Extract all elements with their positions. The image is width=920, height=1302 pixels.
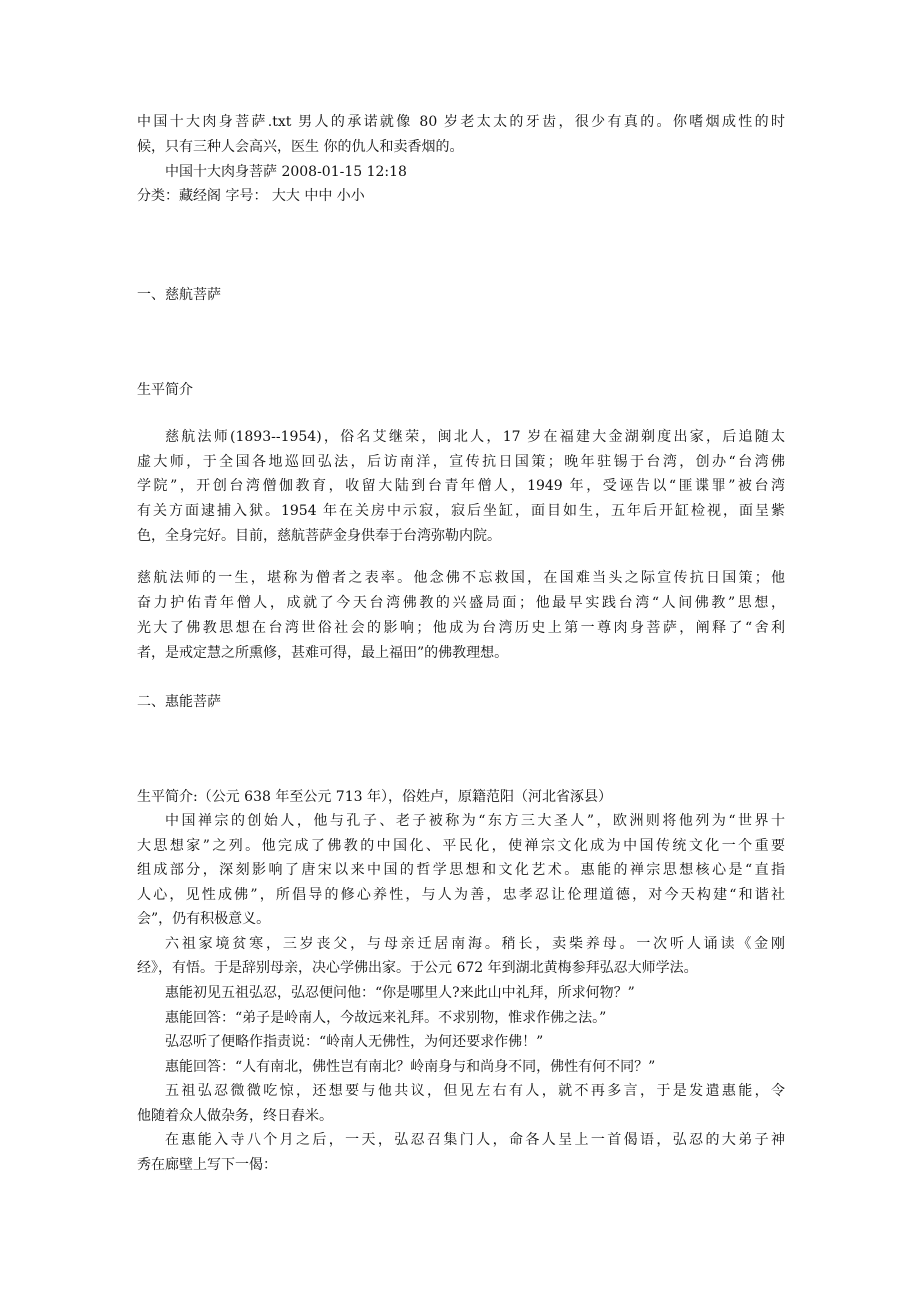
paragraph-line: 他随着众人做杂务，终日舂米。 — [137, 1108, 333, 1124]
post-title-date: 中国十大肉身菩萨 2008-01-15 12:18 — [165, 164, 407, 180]
intro-line: 中国十大肉身菩萨.txt 男人的承诺就像 80 岁老太太的牙齿，很少有真的。你嗜烟成性的时 — [137, 114, 785, 130]
paragraph-line: 秀在廊壁上写下一偈： — [137, 1157, 277, 1173]
paragraph-line: 大思想家”之列。他完成了佛教的中国化、平民化，使禅宗文化成为中国传统文化一个重要 — [137, 838, 785, 854]
paragraph-line: 光大了佛教思想在台湾世俗社会的影响；他成为台湾历史上第一尊肉身菩萨，阐释了“舍利 — [137, 620, 785, 636]
section-subheading: 生平简介 — [137, 382, 193, 398]
category-font-size-line: 分类：藏经阁 字号： 大大 中中 小小 — [137, 188, 365, 204]
paragraph-line: 者，是戒定慧之所熏修，甚难可得，最上福田”的佛教理想。 — [137, 645, 509, 661]
section-heading-huineng: 二、惠能菩萨 — [137, 694, 221, 710]
paragraph-line: 中国禅宗的创始人，他与孔子、老子被称为“东方三大圣人”，欧洲则将他列为“世界十 — [165, 813, 785, 829]
paragraph-line: 五祖弘忍微微吃惊，还想要与他共议，但见左右有人，就不再多言，于是发遣惠能，令 — [165, 1083, 785, 1099]
dialogue-line: 惠能回答：“弟子是岭南人，今故远来礼拜。不求别物，惟求作佛之法。” — [165, 1010, 607, 1026]
paragraph-line: 经》，有悟。于是辞别母亲，决心学佛出家。于公元 672 年到湖北黄梅参拜弘忍大师学法。 — [137, 960, 698, 976]
paragraph-line: 六祖家境贫寒，三岁丧父，与母亲迁居南海。稍长，卖柴养母。一次听人诵读《金刚 — [165, 936, 785, 952]
bio-line: 生平简介:（公元 638 年至公元 713 年），俗姓卢，原籍范阳（河北省涿县） — [137, 789, 612, 805]
paragraph-line: 在惠能入寺八个月之后，一天，弘忍召集门人，命各人呈上一首偈语，弘忍的大弟子神 — [165, 1132, 785, 1148]
paragraph-line: 虚大师，于全国各地巡回弘法，后访南洋，宣传抗日国策；晚年驻锡于台湾，创办“台湾佛 — [137, 454, 785, 470]
paragraph-line: 慈航法师(1893--1954)，俗名艾继荣，闽北人，17 岁在福建大金湖剃度出家，后追随太 — [165, 429, 785, 445]
paragraph-line: 人心，见性成佛”，所倡导的修心养性，与人为善，忠孝忍让伦理道德，对今天构建“和谐社 — [137, 887, 785, 903]
intro-line: 候，只有三种人会高兴，医生 你的仇人和卖香烟的。 — [137, 139, 464, 155]
paragraph-line: 色，全身完好。目前，慈航菩萨金身供奉于台湾弥勒内院。 — [137, 528, 501, 544]
paragraph-line: 慈航法师的一生，堪称为僧者之表率。他念佛不忘救国，在国难当头之际宣传抗日国策；他 — [137, 570, 785, 586]
dialogue-line: 弘忍听了便略作指责说：“岭南人无佛性，为何还要求作佛！” — [165, 1034, 544, 1050]
paragraph-line: 会”，仍有积极意义。 — [137, 911, 271, 927]
section-heading-cihang: 一、慈航菩萨 — [137, 287, 221, 303]
dialogue-line: 惠能回答：“人有南北，佛性岂有南北？岭南身与和尚身不同，佛性有何不同？” — [165, 1059, 656, 1075]
paragraph-line: 奋力护佑青年僧人，成就了今天台湾佛教的兴盛局面；他最早实践台湾“人间佛教”思想， — [137, 595, 785, 611]
paragraph-line: 有关方面逮捕入狱。1954 年在关房中示寂，寂后坐缸，面目如生，五年后开缸检视，面呈紫 — [137, 503, 785, 519]
paragraph-line: 学院”，开创台湾僧伽教育，收留大陆到台青年僧人，1949 年，受诬告以“匪谍罪”被台湾 — [137, 478, 785, 494]
dialogue-line: 惠能初见五祖弘忍，弘忍便问他：“你是哪里人?来此山中礼拜，所求何物？” — [165, 985, 635, 1001]
paragraph-line: 组成部分，深刻影响了唐宋以来中国的哲学思想和文化艺术。惠能的禅宗思想核心是“直指 — [137, 862, 785, 878]
